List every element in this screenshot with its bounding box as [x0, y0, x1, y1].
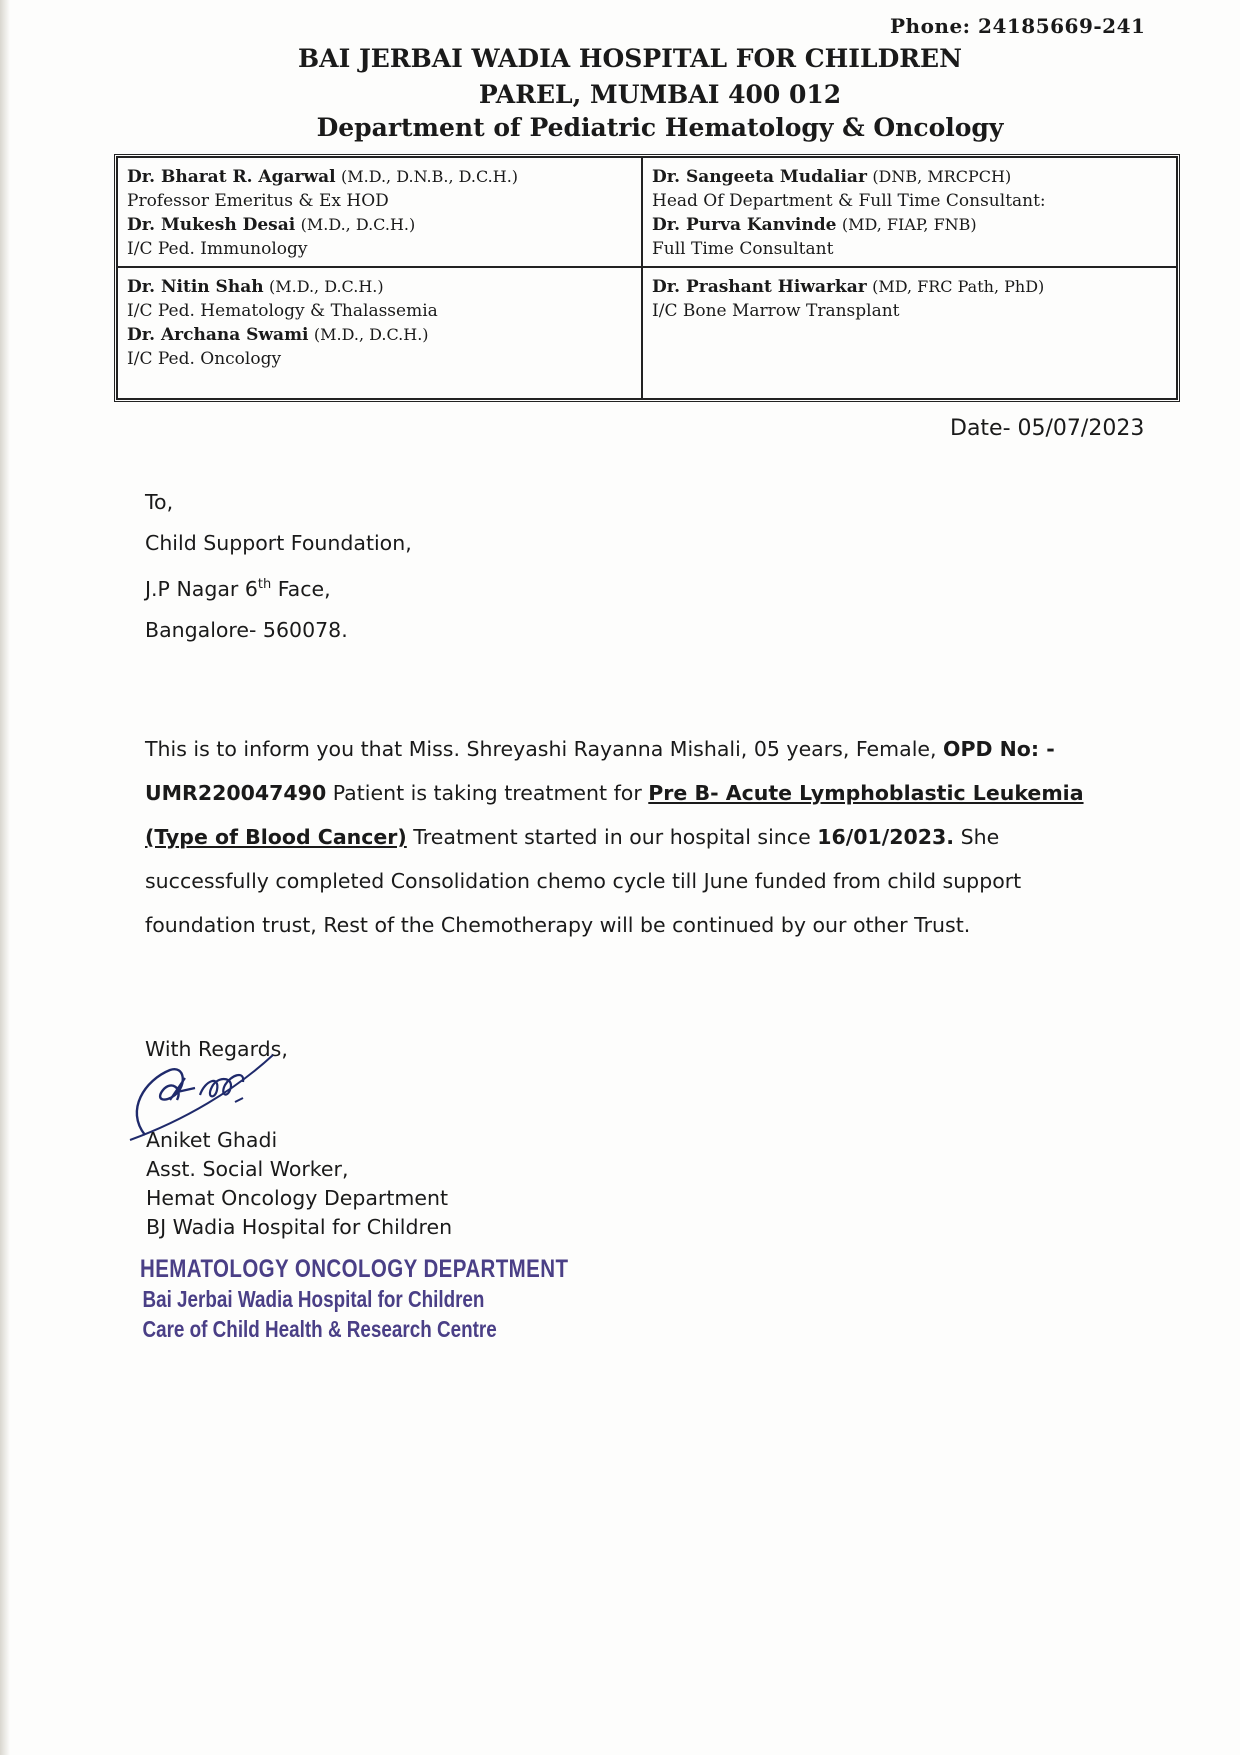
- letter-body: [145, 727, 1125, 947]
- signer-title: Asst. Social Worker,: [146, 1157, 349, 1181]
- doctor-role: Professor Emeritus & Ex HOD: [127, 191, 389, 211]
- doctor-role: Head Of Department & Full Time Consultant:: [652, 191, 1046, 211]
- doctor-name: Dr. Nitin Shah: [127, 277, 264, 297]
- body-text-2: Patient is taking treatment for: [326, 781, 649, 805]
- street-text-end: Face,: [271, 576, 331, 601]
- staff-cell-4: [642, 267, 1177, 399]
- doctor-qualification: (DNB, MRCPCH): [872, 167, 1012, 186]
- staff-cell-2: [642, 157, 1177, 267]
- body-text-4: She successfully completed Consolidation chemo cycle till June funded from child support foundation trust, Rest of the Chemotherapy will be continued by our other Trust.: [145, 825, 1022, 937]
- recipient-address: [145, 482, 412, 651]
- signer-department: Hemat Oncology Department: [146, 1186, 449, 1210]
- doctor-name: Dr. Sangeeta Mudaliar: [652, 167, 867, 187]
- doctor-name: Dr. Purva Kanvinde: [652, 215, 837, 235]
- phone-number: Phone: 24185669-241: [890, 14, 1146, 38]
- hospital-name: BAI JERBAI WADIA HOSPITAL FOR CHILDREN: [298, 44, 962, 73]
- department-stamp: [140, 1255, 568, 1344]
- signer-organization: BJ Wadia Hospital for Children: [146, 1215, 453, 1239]
- street-ordinal: th: [257, 577, 272, 592]
- doctor-role: I/C Ped. Oncology: [127, 349, 282, 369]
- street-text: J.P Nagar 6: [145, 576, 258, 601]
- doctor-role: Full Time Consultant: [652, 239, 834, 259]
- doctor-role: I/C Ped. Hematology & Thalassemia: [127, 301, 438, 321]
- recipient-city: Bangalore- 560078.: [145, 617, 348, 642]
- treatment-start-date: 16/01/2023.: [817, 825, 955, 849]
- staff-table: [114, 154, 1180, 402]
- doctor-qualification: (MD, FRC Path, PhD): [872, 277, 1045, 296]
- department-title: Department of Pediatric Hematology & Oncology: [316, 113, 1004, 142]
- doctor-qualification: (M.D., D.N.B., D.C.H.): [341, 167, 519, 186]
- signer-name: Aniket Ghadi: [146, 1128, 278, 1152]
- staff-cell-3: [117, 267, 642, 399]
- doctor-qualification: (M.D., D.C.H.): [268, 277, 384, 296]
- closing-regards: With Regards,: [145, 1037, 288, 1061]
- diagnosis: Pre B- Acute Lymphoblastic Leukemia (Type of Blood Cancer): [145, 781, 1084, 849]
- doctor-qualification: (M.D., D.C.H.): [313, 325, 429, 344]
- recipient-org: Child Support Foundation,: [145, 531, 412, 555]
- letter-date: Date- 05/07/2023: [950, 416, 1145, 441]
- doctor-name: Dr. Mukesh Desai: [127, 215, 296, 235]
- page-edge-shadow: [0, 0, 10, 1755]
- doctor-name: Dr. Archana Swami: [127, 325, 309, 345]
- hospital-address: PAREL, MUMBAI 400 012: [478, 80, 842, 109]
- doctor-qualification: (MD, FIAP, FNB): [841, 215, 977, 234]
- salutation-to: To,: [145, 490, 174, 514]
- body-text-1: This is to inform you that Miss. Shreyashi Rayanna Mishali, 05 years, Female,: [145, 737, 944, 761]
- doctor-name: Dr. Prashant Hiwarkar: [652, 277, 867, 297]
- doctor-role: I/C Ped. Immunology: [127, 239, 308, 259]
- body-text-3: Treatment started in our hospital since: [406, 825, 818, 849]
- recipient-street: [145, 564, 412, 610]
- opd-number: OPD No: - UMR220047490: [145, 737, 1055, 805]
- staff-cell-1: [117, 157, 642, 267]
- signer-block: [146, 1126, 452, 1242]
- doctor-name: Dr. Bharat R. Agarwal: [127, 167, 336, 187]
- stamp-line-3: Care of Child Health & Research Centre: [142, 1316, 497, 1342]
- doctor-qualification: (M.D., D.C.H.): [300, 215, 416, 234]
- stamp-line-2: Bai Jerbai Wadia Hospital for Children: [142, 1286, 485, 1312]
- stamp-line-1: HEMATOLOGY ONCOLOGY DEPARTMENT: [140, 1255, 569, 1283]
- doctor-role: I/C Bone Marrow Transplant: [652, 301, 900, 321]
